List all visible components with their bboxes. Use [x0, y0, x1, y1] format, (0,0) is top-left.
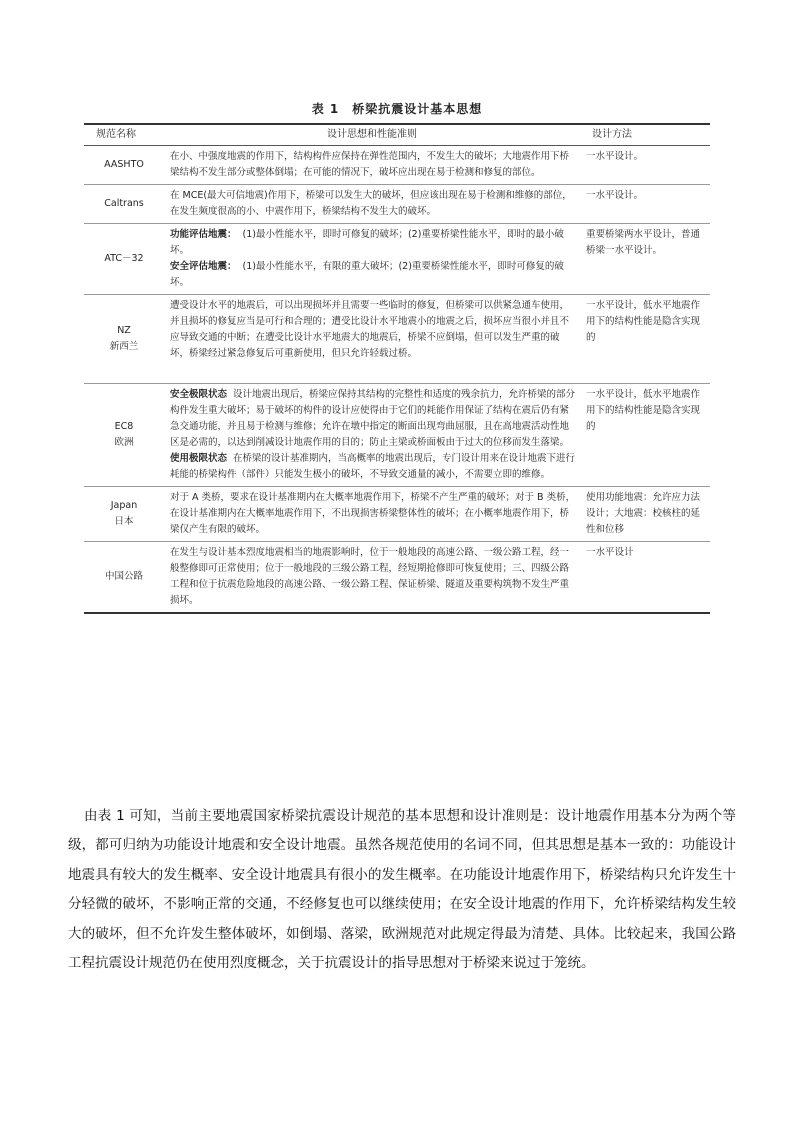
principle-text: 在发生与设计基本烈度地震相当的地震影响时，位于一般地段的高速公路、一级公路工程，经一般整修即可正常使用；位于一般地段的三级公路工程，经短期抢修即可恢复使用；三、四级公路工程和位于抗震危险地段的高速公路、一级公路工程、保证桥梁、隧道及重要构筑物不发生严重损坏。: [170, 547, 570, 606]
principle-text: 在桥梁的设计基准期内，当高概率的地震出现后，专门设计用来在设计地震下进行耗能的桥梁构件（部件）只能发生极小的破坏，不导致交通量的减小，不需要立即的维修。: [170, 453, 576, 480]
row-method: 一水平设计，低水平地震作用下的结构性能是隐含实现的: [580, 295, 710, 384]
table-header-row: [84, 124, 710, 146]
row-principle: [164, 295, 580, 384]
spec-name-line: Caltrans: [104, 198, 144, 209]
principle-paragraph: [170, 298, 576, 362]
table-row: [84, 384, 710, 487]
row-principle: [164, 487, 580, 542]
principle-paragraph: [170, 188, 576, 220]
principle-paragraph: [170, 387, 576, 451]
spec-name-line: 日本: [114, 516, 134, 527]
principle-paragraph: [170, 451, 576, 483]
row-method: 重要桥梁两水平设计，普通桥梁一水平设计。: [580, 224, 710, 295]
row-spec-name: [84, 185, 164, 224]
row-spacer: [170, 362, 576, 380]
row-principle: [164, 185, 580, 224]
row-spec-name: [84, 146, 164, 185]
principle-paragraph: [170, 490, 576, 538]
row-principle: [164, 384, 580, 487]
table-row: [84, 487, 710, 542]
principle-paragraph: [170, 259, 576, 291]
header-spec-name: 规范名称: [84, 124, 164, 146]
header-design-principle: 设计思想和性能准则: [164, 124, 580, 146]
spec-name-line: NZ: [117, 325, 131, 336]
principle-text: (1)最小性能水平，有限的重大破坏；(2)重要桥梁性能水平，即时可修复的破坏。: [170, 261, 564, 288]
principle-text: (1)最小性能水平，即时可修复的破坏；(2)重要桥梁性能水平，即时的最小破坏。: [170, 229, 564, 256]
row-spec-name: [84, 487, 164, 542]
seismic-design-table-block: [84, 100, 710, 614]
spec-name-line: ATC－32: [104, 253, 144, 264]
row-principle: [164, 146, 580, 185]
spec-name-line: 新西兰: [109, 341, 139, 352]
spec-name-line: EC8: [114, 421, 134, 432]
table-row: [84, 224, 710, 295]
table-row: [84, 542, 710, 614]
row-principle: [164, 542, 580, 614]
principle-paragraph: [170, 545, 576, 609]
principle-paragraph: [170, 149, 576, 181]
row-spec-name: [84, 224, 164, 295]
principle-label: 安全评估地震：: [170, 261, 237, 272]
principle-paragraph: [170, 227, 576, 259]
table-caption: 表 1 桥梁抗震设计基本思想: [311, 102, 483, 116]
row-principle: [164, 224, 580, 295]
row-method: 一水平设计: [580, 542, 710, 614]
row-method: 一水平设计，低水平地震作用下的结构性能是隐含实现的: [580, 384, 710, 487]
table-row: [84, 185, 710, 224]
principle-text: 遭受设计水平的地震后，可以出现损坏并且需要一些临时的修复，但桥梁可以供紧急通车使用，并且损坏的修复应当是可行和合理的；遭受比设计水平地震小的地震之后，损坏应当很小并且不应导致交通的中断；在遭受比设计水平地震大的地震后，桥梁不应倒塌，但可以发生严重的破坏，桥梁经过紧急修复后可重新使用，但只允许轻载过桥。: [170, 300, 570, 359]
row-spec-name: [84, 295, 164, 384]
row-method: 一水平设计。: [580, 185, 710, 224]
principle-label: 功能评估地震：: [170, 229, 237, 240]
row-spec-name: [84, 384, 164, 487]
principle-label: 使用极限状态: [170, 453, 228, 464]
row-method: 一水平设计。: [580, 146, 710, 185]
principle-label: 安全极限状态: [170, 389, 228, 400]
table-row: [84, 295, 710, 384]
body-paragraph: 由表 1 可知，当前主要地震国家桥梁抗震设计规范的基本思想和设计准则是：设计地震作用基本分为两个等级，都可归纳为功能设计地震和安全设计地震。虽然各规范使用的名词不同，但其思想是基本一致的：功能设计地震具有较大的发生概率、安全设计地震具有很小的发生概率。在功能设计地震作用下，桥梁结构只允许发生十分轻微的破坏，不影响正常的交通，不经修复也可以继续使用；在安全设计地震的作用下，允许桥梁结构发生较大的破坏，但不允许发生整体破坏，如倒塌、落梁，欧洲规范对此规定得最为清楚、具体。比较起来，我国公路工程抗震设计规范仍在使用烈度概念，关于抗震设计的指导思想对于桥梁来说过于笼统。: [68, 807, 736, 971]
spec-name-line: Japan: [110, 500, 138, 511]
header-design-method: 设计方法: [580, 124, 710, 146]
table-row: [84, 146, 710, 185]
seismic-design-table: [84, 123, 710, 614]
row-method: 使用功能地震：允许应力法设计；大地震：校核柱的延性和位移: [580, 487, 710, 542]
spec-name-line: AASHTO: [104, 159, 144, 170]
principle-text: 在小、中强度地震的作用下，结构构件应保持在弹性范围内，不发生大的破坏；大地震作用下桥梁结构不发生部分或整体倒塌；在可能的情况下，破坏应出现在易于检测和修复的部位。: [170, 151, 570, 178]
spec-name-line: 欧洲: [114, 437, 134, 448]
spec-name-line: 中国公路: [104, 571, 143, 582]
principle-text: 对于 A 类桥，要求在设计基准期内在大概率地震作用下，桥梁不产生严重的破坏；对于 B 类桥，在设计基准期内在大概率地震作用下，不出现损害桥梁整体性的破坏；在小概率地震作用下，桥梁仅产生有限的破坏。: [170, 492, 576, 535]
principle-text: 设计地震出现后，桥梁应保持其结构的完整性和适度的残余抗力，允许桥梁的部分构件发生重大破坏；易于破坏的构件的设计应使得由于它们的耗能作用保证了结构在震后仍有紧急交通功能，并且易于检测与维修；允许在墩中指定的断面出现弯曲屈服，且在高地震活动性地区是必需的，以达到削减设计地震作用的目的；防止主梁或桥面板由于过大的位移而发生落梁。: [170, 389, 576, 448]
row-spec-name: [84, 542, 164, 614]
principle-text: 在 MCE(最大可信地震)作用下，桥梁可以发生大的破坏，但应该出现在易于检测和维修的部位，在发生频度很高的小、中震作用下，桥梁结构不发生大的破坏。: [170, 190, 572, 217]
